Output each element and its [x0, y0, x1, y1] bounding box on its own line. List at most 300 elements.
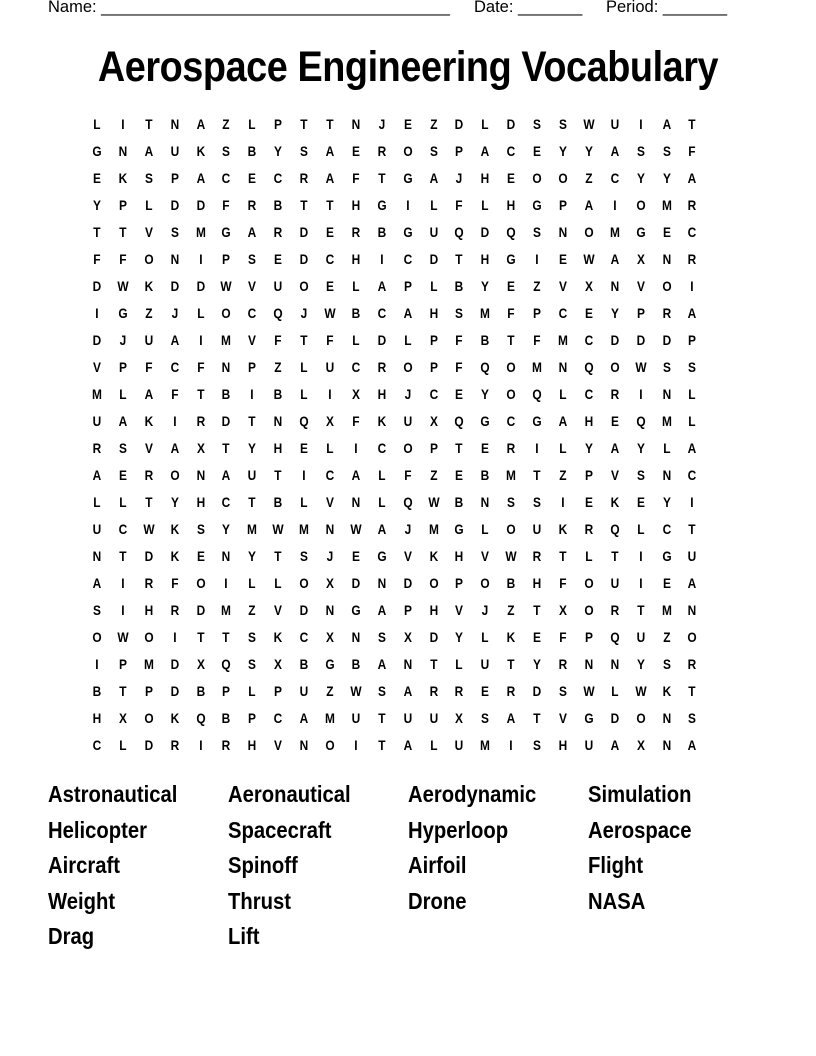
grid-letter[interactable]: N	[558, 359, 568, 375]
grid-letter[interactable]: V	[144, 224, 153, 240]
grid-letter[interactable]: J	[404, 386, 411, 402]
grid-letter[interactable]: A	[377, 602, 387, 618]
grid-letter[interactable]: A	[118, 413, 128, 429]
grid-letter[interactable]: E	[351, 143, 360, 159]
grid-letter[interactable]: N	[351, 629, 361, 645]
grid-letter[interactable]: E	[300, 440, 309, 456]
grid-letter[interactable]: E	[325, 224, 334, 240]
grid-letter[interactable]: G	[532, 413, 542, 429]
grid-letter[interactable]: S	[662, 359, 671, 375]
grid-letter[interactable]: C	[429, 386, 438, 402]
grid-letter[interactable]: Q	[636, 413, 646, 429]
grid-letter[interactable]: D	[299, 251, 309, 267]
grid-letter[interactable]: H	[455, 548, 464, 564]
grid-letter[interactable]: T	[248, 413, 256, 429]
grid-letter[interactable]: D	[299, 224, 309, 240]
grid-letter[interactable]: V	[274, 737, 283, 753]
grid-letter[interactable]: G	[480, 413, 490, 429]
grid-letter[interactable]: P	[533, 305, 542, 321]
grid-letter[interactable]: P	[455, 143, 464, 159]
grid-letter[interactable]: O	[661, 278, 672, 294]
grid-letter[interactable]: I	[638, 548, 643, 564]
grid-letter[interactable]: O	[610, 359, 620, 375]
grid-letter[interactable]: E	[196, 548, 205, 564]
grid-letter[interactable]: A	[92, 575, 102, 591]
grid-letter[interactable]: T	[378, 737, 386, 753]
grid-letter[interactable]: R	[299, 170, 309, 186]
grid-letter[interactable]: B	[222, 710, 231, 726]
grid-letter[interactable]: M	[143, 656, 154, 672]
grid-letter[interactable]: U	[247, 467, 257, 483]
grid-letter[interactable]: I	[198, 251, 203, 267]
grid-letter[interactable]: E	[455, 386, 464, 402]
grid-letter[interactable]: Z	[429, 467, 438, 483]
grid-letter[interactable]: Z	[222, 116, 231, 132]
grid-letter[interactable]: Q	[403, 494, 413, 510]
grid-letter[interactable]: L	[429, 278, 438, 294]
grid-letter[interactable]: M	[195, 224, 206, 240]
grid-letter[interactable]: M	[247, 521, 258, 537]
grid-letter[interactable]: N	[610, 278, 620, 294]
grid-letter[interactable]: U	[92, 521, 102, 537]
grid-letter[interactable]: K	[144, 413, 154, 429]
grid-letter[interactable]: C	[92, 737, 102, 753]
grid-letter[interactable]: F	[170, 575, 179, 591]
grid-letter[interactable]: F	[352, 413, 360, 429]
grid-letter[interactable]: W	[220, 278, 233, 294]
grid-letter[interactable]: I	[561, 494, 565, 510]
grid-letter[interactable]: B	[506, 575, 516, 591]
grid-letter[interactable]: G	[325, 656, 335, 672]
grid-letter[interactable]: L	[559, 386, 567, 402]
grid-letter[interactable]: U	[403, 710, 412, 726]
grid-letter[interactable]: S	[481, 710, 490, 726]
grid-letter[interactable]: H	[351, 197, 361, 213]
grid-letter[interactable]: C	[610, 170, 620, 186]
grid-letter[interactable]: M	[609, 224, 620, 240]
grid-letter[interactable]: T	[688, 683, 697, 699]
grid-letter[interactable]: B	[247, 143, 257, 159]
grid-letter[interactable]: N	[662, 737, 671, 753]
grid-letter[interactable]: A	[480, 143, 490, 159]
grid-letter[interactable]: S	[170, 224, 179, 240]
grid-letter[interactable]: H	[480, 170, 490, 186]
grid-letter[interactable]: F	[559, 629, 567, 645]
grid-letter[interactable]: L	[352, 278, 360, 294]
grid-letter[interactable]: E	[558, 251, 567, 267]
grid-letter[interactable]: N	[377, 575, 387, 591]
grid-letter[interactable]: C	[584, 332, 594, 348]
grid-letter[interactable]: G	[221, 224, 232, 240]
grid-letter[interactable]: B	[273, 494, 283, 510]
grid-letter[interactable]: A	[170, 332, 179, 348]
grid-letter[interactable]: C	[688, 224, 697, 240]
grid-letter[interactable]: T	[145, 494, 153, 510]
grid-letter[interactable]: I	[198, 737, 203, 753]
grid-letter[interactable]: A	[196, 116, 205, 132]
grid-letter[interactable]: T	[688, 521, 697, 537]
grid-letter[interactable]: N	[351, 494, 361, 510]
grid-letter[interactable]: L	[637, 521, 645, 537]
grid-letter[interactable]: L	[429, 197, 438, 213]
grid-letter[interactable]: I	[690, 494, 695, 510]
grid-letter[interactable]: Y	[584, 143, 593, 159]
grid-letter[interactable]: O	[92, 629, 102, 645]
grid-letter[interactable]: T	[326, 116, 334, 132]
grid-letter[interactable]: L	[119, 737, 127, 753]
grid-letter[interactable]: A	[325, 170, 335, 186]
grid-letter[interactable]: R	[377, 143, 387, 159]
grid-letter[interactable]: I	[95, 305, 99, 321]
grid-letter[interactable]: N	[325, 602, 335, 618]
grid-letter[interactable]: A	[403, 305, 412, 321]
grid-letter[interactable]: D	[429, 629, 438, 645]
grid-letter[interactable]: A	[688, 440, 697, 456]
grid-letter[interactable]: J	[378, 116, 386, 132]
grid-letter[interactable]: D	[92, 332, 102, 348]
grid-letter[interactable]: L	[248, 116, 256, 132]
grid-letter[interactable]: N	[118, 143, 128, 159]
grid-letter[interactable]: O	[584, 224, 594, 240]
grid-letter[interactable]: D	[377, 332, 387, 348]
grid-letter[interactable]: C	[118, 521, 128, 537]
grid-letter[interactable]: G	[351, 602, 361, 618]
grid-letter[interactable]: W	[350, 683, 362, 699]
grid-letter[interactable]: W	[635, 683, 647, 699]
grid-letter[interactable]: T	[274, 548, 282, 564]
grid-letter[interactable]: T	[119, 224, 127, 240]
grid-letter[interactable]: A	[325, 143, 335, 159]
grid-letter[interactable]: D	[196, 278, 205, 294]
grid-letter[interactable]: P	[584, 629, 593, 645]
grid-letter[interactable]: O	[299, 278, 309, 294]
grid-letter[interactable]: A	[610, 251, 620, 267]
grid-letter[interactable]: U	[429, 224, 438, 240]
grid-letter[interactable]: K	[170, 521, 179, 537]
grid-letter[interactable]: X	[325, 575, 334, 591]
grid-letter[interactable]: T	[119, 683, 127, 699]
grid-letter[interactable]: G	[636, 224, 646, 240]
grid-letter[interactable]: P	[274, 683, 283, 699]
grid-letter[interactable]: L	[300, 359, 308, 375]
grid-letter[interactable]: L	[248, 575, 256, 591]
grid-letter[interactable]: C	[377, 305, 387, 321]
grid-letter[interactable]: P	[144, 683, 153, 699]
grid-letter[interactable]: L	[403, 332, 412, 348]
grid-letter[interactable]: F	[196, 359, 205, 375]
grid-letter[interactable]: S	[533, 116, 542, 132]
grid-letter[interactable]: I	[224, 575, 229, 591]
grid-letter[interactable]: M	[661, 602, 672, 618]
grid-letter[interactable]: U	[610, 116, 620, 132]
grid-letter[interactable]: L	[662, 440, 671, 456]
grid-letter[interactable]: O	[428, 575, 439, 591]
grid-letter[interactable]: E	[507, 278, 516, 294]
grid-letter[interactable]: Y	[274, 143, 283, 159]
grid-letter[interactable]: X	[274, 656, 283, 672]
grid-letter[interactable]: W	[350, 521, 362, 537]
grid-letter[interactable]: I	[613, 197, 617, 213]
grid-letter[interactable]: S	[533, 494, 542, 510]
grid-letter[interactable]: X	[403, 629, 412, 645]
grid-letter[interactable]: R	[429, 683, 438, 699]
grid-letter[interactable]: H	[92, 710, 102, 726]
grid-letter[interactable]: E	[662, 575, 671, 591]
grid-letter[interactable]: D	[92, 278, 102, 294]
grid-letter[interactable]: Z	[559, 467, 567, 483]
grid-letter[interactable]: L	[559, 440, 567, 456]
grid-letter[interactable]: N	[351, 116, 361, 132]
grid-letter[interactable]: V	[636, 278, 645, 294]
grid-letter[interactable]: L	[119, 494, 127, 510]
grid-letter[interactable]: I	[380, 251, 384, 267]
grid-letter[interactable]: V	[403, 548, 412, 564]
grid-letter[interactable]: H	[377, 386, 387, 402]
grid-letter[interactable]: K	[273, 629, 283, 645]
grid-letter[interactable]: H	[247, 737, 257, 753]
grid-letter[interactable]: N	[196, 467, 205, 483]
grid-letter[interactable]: T	[533, 710, 541, 726]
grid-letter[interactable]: B	[92, 683, 102, 699]
grid-letter[interactable]: Q	[299, 413, 309, 429]
grid-letter[interactable]: K	[196, 143, 205, 159]
grid-letter[interactable]: O	[144, 629, 154, 645]
grid-letter[interactable]: Y	[481, 278, 490, 294]
grid-letter[interactable]: V	[325, 494, 334, 510]
grid-letter[interactable]: M	[221, 602, 232, 618]
name-field[interactable]: Name: ______________________________________	[48, 0, 450, 16]
grid-letter[interactable]: C	[273, 710, 283, 726]
grid-letter[interactable]: O	[403, 359, 413, 375]
grid-letter[interactable]: A	[688, 737, 697, 753]
grid-letter[interactable]: R	[558, 656, 568, 672]
grid-letter[interactable]: O	[325, 737, 335, 753]
grid-letter[interactable]: I	[509, 737, 513, 753]
grid-letter[interactable]: S	[688, 710, 697, 726]
grid-letter[interactable]: U	[170, 143, 179, 159]
period-field[interactable]: Period: _______	[606, 0, 728, 16]
grid-letter[interactable]: L	[119, 386, 127, 402]
grid-letter[interactable]: B	[455, 278, 464, 294]
grid-letter[interactable]: W	[272, 521, 284, 537]
grid-letter[interactable]: E	[118, 467, 127, 483]
date-field[interactable]: Date: _______	[474, 0, 583, 16]
grid-letter[interactable]: S	[662, 143, 671, 159]
grid-letter[interactable]: R	[377, 359, 387, 375]
grid-letter[interactable]: S	[300, 143, 309, 159]
grid-letter[interactable]: M	[661, 413, 672, 429]
grid-letter[interactable]: X	[196, 656, 205, 672]
grid-letter[interactable]: R	[144, 575, 154, 591]
grid-letter[interactable]: S	[248, 656, 257, 672]
grid-letter[interactable]: W	[583, 251, 595, 267]
grid-letter[interactable]: O	[636, 197, 646, 213]
grid-letter[interactable]: T	[533, 602, 541, 618]
grid-letter[interactable]: U	[688, 548, 697, 564]
grid-letter[interactable]: X	[351, 386, 360, 402]
grid-letter[interactable]: P	[688, 332, 697, 348]
grid-letter[interactable]: Q	[273, 305, 283, 321]
grid-letter[interactable]: S	[558, 683, 567, 699]
grid-letter[interactable]: O	[636, 710, 646, 726]
grid-letter[interactable]: E	[403, 116, 412, 132]
grid-letter[interactable]: C	[273, 170, 283, 186]
grid-letter[interactable]: L	[248, 683, 256, 699]
grid-letter[interactable]: U	[273, 278, 283, 294]
grid-letter[interactable]: M	[221, 332, 232, 348]
grid-letter[interactable]: K	[170, 548, 179, 564]
grid-letter[interactable]: L	[378, 494, 386, 510]
grid-letter[interactable]: F	[170, 386, 179, 402]
grid-letter[interactable]: B	[455, 494, 464, 510]
grid-letter[interactable]: K	[170, 710, 179, 726]
grid-letter[interactable]: D	[455, 116, 464, 132]
grid-letter[interactable]: D	[170, 683, 179, 699]
grid-letter[interactable]: F	[455, 197, 464, 213]
grid-letter[interactable]: L	[352, 332, 360, 348]
grid-letter[interactable]: F	[688, 143, 697, 159]
grid-letter[interactable]: S	[144, 170, 153, 186]
grid-letter[interactable]: A	[610, 143, 620, 159]
grid-letter[interactable]: A	[688, 575, 697, 591]
grid-letter[interactable]: Y	[610, 305, 619, 321]
grid-letter[interactable]: O	[144, 251, 154, 267]
grid-letter[interactable]: N	[325, 521, 335, 537]
grid-letter[interactable]: I	[405, 197, 410, 213]
grid-letter[interactable]: T	[507, 332, 515, 348]
grid-letter[interactable]: K	[118, 170, 128, 186]
grid-letter[interactable]: X	[325, 413, 334, 429]
grid-letter[interactable]: T	[429, 656, 438, 672]
grid-letter[interactable]: R	[273, 224, 283, 240]
grid-letter[interactable]: W	[324, 305, 336, 321]
grid-letter[interactable]: W	[143, 521, 155, 537]
grid-letter[interactable]: V	[92, 359, 101, 375]
grid-letter[interactable]: S	[455, 305, 464, 321]
grid-letter[interactable]: S	[533, 737, 542, 753]
grid-letter[interactable]: H	[506, 197, 516, 213]
grid-letter[interactable]: B	[273, 197, 283, 213]
grid-letter[interactable]: I	[354, 440, 358, 456]
grid-letter[interactable]: E	[584, 494, 593, 510]
grid-letter[interactable]: P	[455, 575, 464, 591]
grid-letter[interactable]: O	[144, 710, 154, 726]
grid-letter[interactable]: U	[325, 359, 335, 375]
grid-letter[interactable]: A	[610, 737, 620, 753]
grid-letter[interactable]: L	[300, 386, 308, 402]
grid-letter[interactable]: P	[429, 332, 438, 348]
grid-letter[interactable]: P	[584, 467, 593, 483]
grid-letter[interactable]: F	[119, 251, 127, 267]
grid-letter[interactable]: L	[688, 386, 697, 402]
grid-letter[interactable]: U	[144, 332, 154, 348]
grid-letter[interactable]: T	[688, 116, 697, 132]
grid-letter[interactable]: Q	[610, 521, 620, 537]
grid-letter[interactable]: F	[222, 197, 231, 213]
grid-letter[interactable]: W	[427, 494, 440, 510]
grid-letter[interactable]: J	[119, 332, 127, 348]
grid-letter[interactable]: B	[299, 656, 309, 672]
grid-letter[interactable]: C	[170, 359, 179, 375]
grid-letter[interactable]: S	[92, 602, 101, 618]
grid-letter[interactable]: L	[196, 305, 205, 321]
grid-letter[interactable]: U	[532, 521, 542, 537]
grid-letter[interactable]: T	[533, 467, 541, 483]
grid-letter[interactable]: S	[688, 359, 697, 375]
grid-letter[interactable]: L	[481, 521, 489, 537]
grid-letter[interactable]: P	[118, 197, 127, 213]
grid-letter[interactable]: I	[535, 251, 539, 267]
grid-letter[interactable]: D	[610, 332, 620, 348]
grid-letter[interactable]: N	[558, 224, 568, 240]
grid-letter[interactable]: E	[636, 494, 645, 510]
grid-letter[interactable]: A	[377, 521, 387, 537]
grid-letter[interactable]: J	[481, 602, 489, 618]
grid-letter[interactable]: A	[351, 467, 361, 483]
grid-letter[interactable]: W	[117, 278, 129, 294]
grid-letter[interactable]: W	[505, 548, 517, 564]
grid-letter[interactable]: N	[92, 548, 102, 564]
grid-letter[interactable]: F	[326, 332, 334, 348]
grid-letter[interactable]: V	[481, 548, 490, 564]
grid-letter[interactable]: J	[326, 548, 334, 564]
grid-letter[interactable]: C	[247, 305, 257, 321]
grid-letter[interactable]: A	[610, 440, 620, 456]
grid-letter[interactable]: A	[662, 116, 671, 132]
grid-letter[interactable]: F	[352, 170, 360, 186]
grid-letter[interactable]: R	[688, 251, 697, 267]
grid-letter[interactable]: T	[378, 710, 386, 726]
grid-letter[interactable]: H	[480, 251, 490, 267]
grid-letter[interactable]: M	[428, 521, 439, 537]
grid-letter[interactable]: B	[351, 305, 361, 321]
grid-letter[interactable]: P	[118, 656, 127, 672]
grid-letter[interactable]: P	[558, 197, 567, 213]
grid-letter[interactable]: A	[299, 710, 309, 726]
grid-letter[interactable]: N	[480, 494, 490, 510]
grid-letter[interactable]: T	[637, 602, 645, 618]
grid-letter[interactable]: T	[300, 197, 308, 213]
grid-letter[interactable]: E	[507, 170, 516, 186]
grid-letter[interactable]: Y	[455, 629, 464, 645]
grid-letter[interactable]: Z	[274, 359, 282, 375]
grid-letter[interactable]: G	[403, 170, 413, 186]
grid-letter[interactable]: R	[506, 683, 516, 699]
grid-letter[interactable]: T	[196, 629, 205, 645]
grid-letter[interactable]: X	[429, 413, 438, 429]
grid-letter[interactable]: U	[429, 710, 438, 726]
grid-letter[interactable]: R	[662, 305, 671, 321]
grid-letter[interactable]: I	[121, 575, 125, 591]
grid-letter[interactable]: S	[196, 521, 205, 537]
grid-letter[interactable]: S	[429, 143, 438, 159]
grid-letter[interactable]: Y	[248, 548, 257, 564]
grid-letter[interactable]: B	[480, 467, 490, 483]
grid-letter[interactable]: D	[403, 575, 412, 591]
grid-letter[interactable]: R	[455, 683, 464, 699]
grid-letter[interactable]: C	[403, 251, 412, 267]
grid-letter[interactable]: V	[248, 332, 257, 348]
grid-letter[interactable]: Y	[533, 656, 542, 672]
grid-letter[interactable]: N	[688, 602, 697, 618]
grid-letter[interactable]: G	[454, 521, 465, 537]
grid-letter[interactable]: Y	[558, 143, 567, 159]
grid-letter[interactable]: U	[480, 656, 490, 672]
grid-letter[interactable]: A	[688, 170, 697, 186]
grid-letter[interactable]: A	[506, 710, 516, 726]
grid-letter[interactable]: T	[300, 116, 308, 132]
grid-letter[interactable]: K	[662, 683, 671, 699]
